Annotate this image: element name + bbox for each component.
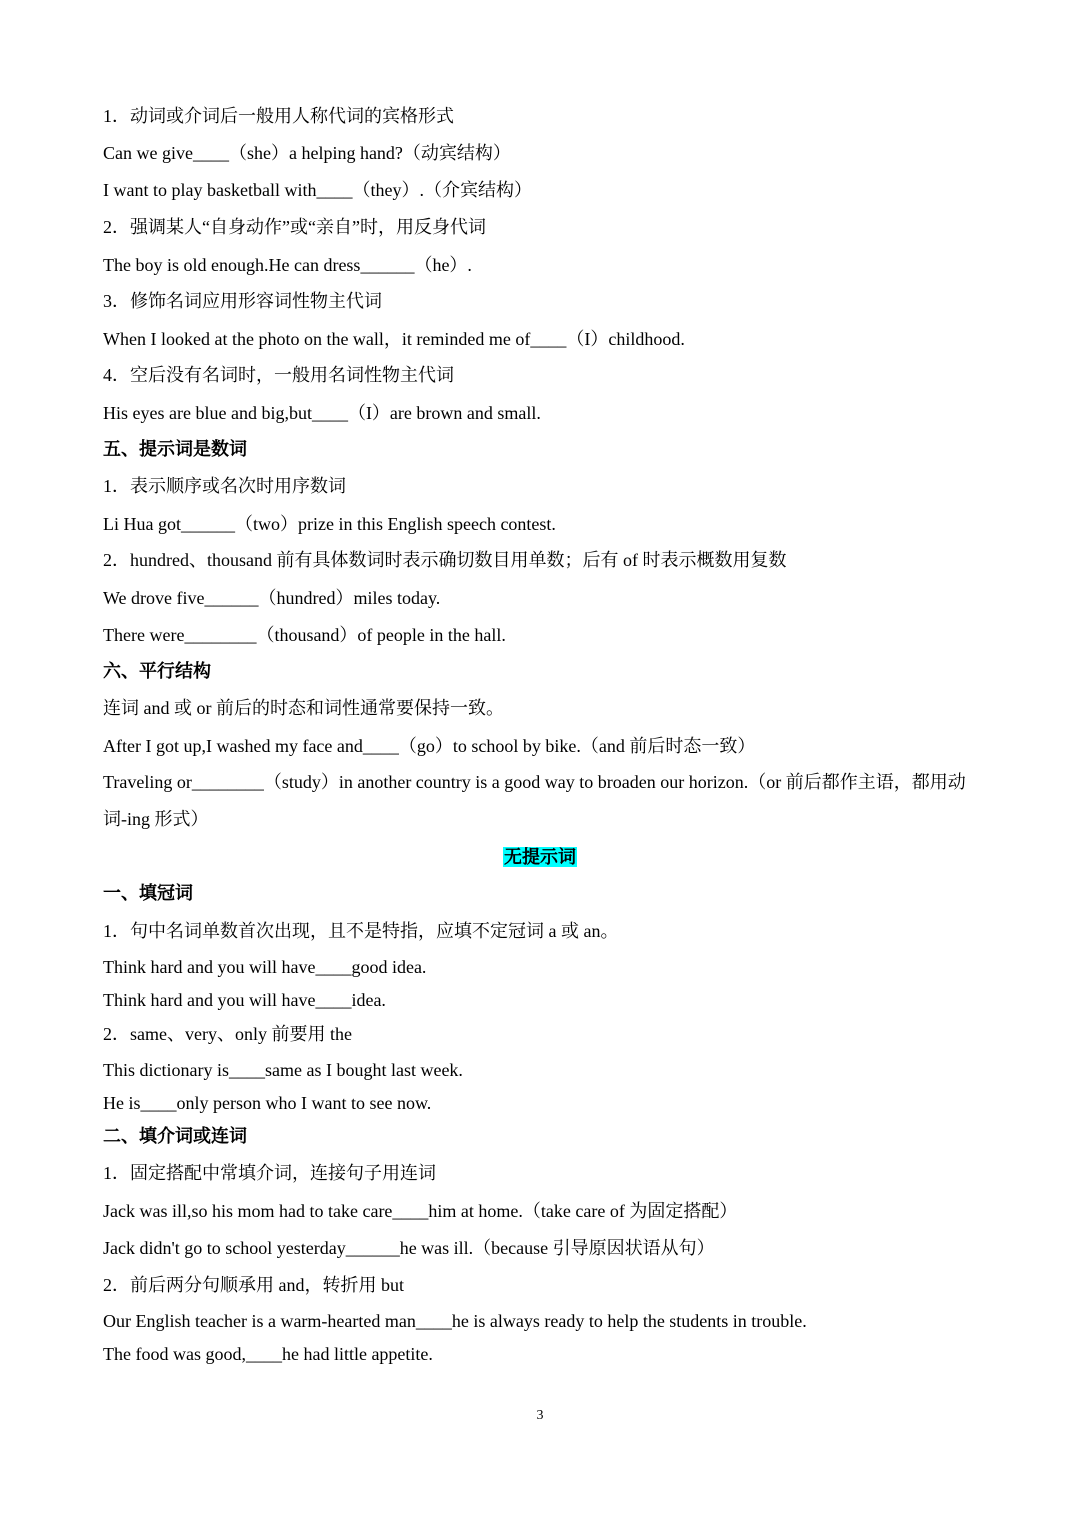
rule-indefinite-article: 1．句中名词单数首次出现，且不是特指，应填不定冠词 a 或 an。 [103, 921, 619, 941]
example-sentence: Think hard and you will have____idea. [103, 990, 386, 1010]
example-sentence: When I looked at the photo on the wall，it reminded me of____（I）childhood. [103, 329, 685, 349]
rule-hundred-thousand: 2．hundred、thousand 前有具体数词时表示确切数目用单数；后有 of 时表示概数用复数 [103, 550, 787, 570]
no-hint-title [0, 845, 1080, 869]
section-heading-prep-conj: 二、填介词或连词 [103, 1126, 247, 1146]
rule-1-pronoun-object: 1．动词或介词后一般用人称代词的宾格形式 [103, 106, 454, 126]
example-sentence: He is____only person who I want to see now. [103, 1093, 432, 1113]
section-heading-articles: 一、填冠词 [103, 883, 193, 903]
section-heading-parallel: 六、平行结构 [103, 661, 211, 681]
example-sentence: After I got up,I washed my face and____（go）to school by bike.（and 前后时态一致） [103, 736, 756, 756]
example-sentence: Jack didn't go to school yesterday______he was ill.（because 引导原因状语从句） [103, 1238, 715, 1258]
example-sentence: Can we give____（she）a helping hand?（动宾结构） [103, 143, 511, 163]
rule-ordinal-numbers: 1．表示顺序或名次时用序数词 [103, 476, 346, 496]
example-sentence: I want to play basketball with____（they）.（介宾结构） [103, 180, 532, 200]
example-sentence: Jack was ill,so his mom had to take care____him at home.（take care of 为固定搭配） [103, 1201, 738, 1221]
rule-conjunction-consistency: 连词 and 或 or 前后的时态和词性通常要保持一致。 [103, 698, 504, 718]
section-heading-numerals: 五、提示词是数词 [103, 439, 247, 459]
rule-3-adjective-possessive: 3．修饰名词应用形容词性物主代词 [103, 291, 382, 311]
rule-fixed-collocation: 1．固定搭配中常填介词，连接句子用连词 [103, 1163, 436, 1183]
example-sentence: Our English teacher is a warm-hearted man____he is always ready to help the students in trouble. [103, 1311, 807, 1331]
example-sentence: The food was good,____he had little appetite. [103, 1344, 433, 1364]
rule-2-reflexive: 2．强调某人“自身动作”或“亲自”时，用反身代词 [103, 217, 486, 237]
example-sentence: Li Hua got______（two）prize in this English speech contest. [103, 514, 556, 534]
example-sentence: His eyes are blue and big,but____（I）are brown and small. [103, 403, 541, 423]
example-sentence: We drove five______（hundred）miles today. [103, 588, 441, 608]
rule-and-but: 2．前后两分句顺承用 and，转折用 but [103, 1275, 404, 1295]
highlighted-title: 无提示词 [504, 847, 576, 867]
page-number: 3 [536, 1408, 544, 1423]
example-sentence: There were________（thousand）of people in the hall. [103, 625, 506, 645]
example-sentence: This dictionary is____same as I bought last week. [103, 1060, 463, 1080]
example-sentence: The boy is old enough.He can dress______（he）. [103, 255, 472, 275]
example-sentence: Think hard and you will have____good idea. [103, 957, 427, 977]
example-sentence-wrapped: Traveling or________（study）in another country is a good way to broaden our horizon.（or 前后都作主语，都用动词-ing 形式） [103, 772, 966, 829]
rule-4-noun-possessive: 4．空后没有名词时，一般用名词性物主代词 [103, 365, 454, 385]
rule-definite-article: 2．same、very、only 前要用 the [103, 1024, 352, 1044]
